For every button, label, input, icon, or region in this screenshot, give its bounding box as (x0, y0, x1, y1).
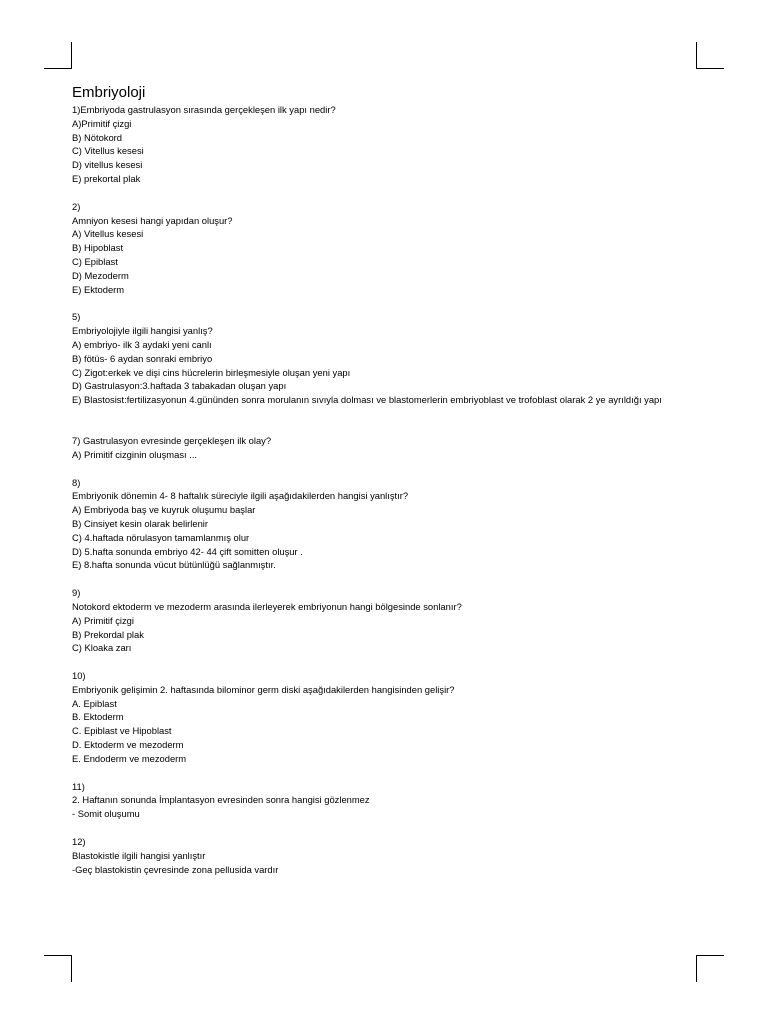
option-line: D) Gastrulasyon:3.haftada 3 tabakadan oluşan yapı (72, 380, 287, 392)
question-block (72, 310, 712, 407)
answer-line: A) Primitif cizginin oluşması ... (72, 448, 198, 460)
question-number: 2) (72, 200, 81, 212)
option-line: B. Ektoderm (72, 711, 124, 723)
option-line: E. Endoderm ve mezoderm (72, 752, 187, 764)
answer-line: - Somit oluşumu (72, 808, 140, 820)
question-block (72, 669, 712, 766)
option-line: C) Epiblast (72, 255, 118, 267)
crop-mark-top-right-h (696, 68, 724, 69)
option-line: B) Nötokord (72, 131, 123, 143)
option-line: C) Vitellus kesesi (72, 145, 144, 157)
crop-mark-top-right-v (696, 42, 697, 69)
question-block (72, 780, 712, 821)
option-line: A) Embriyoda baş ve kuyruk oluşumu başlar (72, 504, 256, 516)
option-line: A. Epiblast (72, 697, 117, 709)
option-line: A) Primitif çizgi (72, 614, 134, 626)
question-block (72, 200, 712, 297)
crop-mark-bottom-right-v (696, 955, 697, 982)
option-line: C) Kloaka zarı (72, 642, 132, 654)
crop-mark-top-left-h (44, 68, 72, 69)
document-body (72, 84, 712, 876)
option-line: D) Mezoderm (72, 269, 129, 281)
question-number: 5) (72, 311, 81, 323)
question-line: Embriyonik gelişimin 2. haftasında bilominor germ diski aşağıdakilerden hangisinden gelişir? (72, 683, 455, 695)
question-line: 2. Haftanın sonunda İmplantasyon evresinden sonra hangisi gözlenmez (72, 794, 370, 806)
option-line: B) Cinsiyet kesin olarak belirlenir (72, 517, 208, 529)
question-line: Embriyonik dönemin 4- 8 haftalık süreciyle ilgili aşağıdakilerden hangisi yanlıştır? (72, 490, 409, 502)
option-line: E) Blastosist:fertilizasyonun 4.gününden sonra morulanın sıvıyla dolması ve blastomerlerin embriyoblast ve trofoblast olarak 2 ye ayrıldığı yapı (72, 394, 662, 406)
option-line: C) Zigot:erkek ve dişi cins hücrelerin birleşmesiyle oluşan yeni yapı (72, 366, 351, 378)
crop-mark-top-left-v (71, 42, 72, 69)
question-line: 7) Gastrulasyon evresinde gerçekleşen ilk olay? (72, 434, 272, 446)
crop-mark-bottom-left-v (71, 955, 72, 982)
document-title: Embriyoloji (72, 84, 146, 101)
option-line: D) vitellus kesesi (72, 159, 143, 171)
answer-line: -Geç blastokistin çevresinde zona pellusida vardır (72, 863, 279, 875)
option-line: C. Epiblast ve Hipoblast (72, 725, 172, 737)
question-block (72, 103, 712, 186)
question-number: 11) (72, 780, 85, 792)
question-block (72, 586, 712, 655)
question-number: 9) (72, 587, 81, 599)
crop-mark-bottom-left-h (44, 955, 72, 956)
question-line: Amniyon kesesi hangi yapıdan oluşur? (72, 214, 233, 226)
option-line: A)Primitif çizgi (72, 117, 132, 129)
question-block (72, 476, 712, 573)
question-block (72, 434, 712, 462)
option-line: D. Ektoderm ve mezoderm (72, 739, 184, 751)
option-line: A) embriyo- ilk 3 aydaki yeni canlı (72, 338, 212, 350)
option-line: A) Vitellus kesesi (72, 228, 144, 240)
question-number: 12) (72, 836, 86, 848)
option-line: B) Hipoblast (72, 242, 124, 254)
question-number: 8) (72, 476, 81, 488)
option-line: D) 5.hafta sonunda embriyo 42- 44 çift somitten oluşur . (72, 545, 303, 557)
question-block (72, 835, 712, 876)
question-number: 10) (72, 670, 86, 682)
option-line: B) fötüs- 6 aydan sonraki embriyo (72, 352, 213, 364)
question-line: Notokord ektoderm ve mezoderm arasında ilerleyerek embriyonun hangi bölgesinde sonlanır? (72, 600, 462, 612)
option-line: C) 4.haftada nörulasyon tamamlanmış olur (72, 531, 250, 543)
question-line: Blastokistle ilgili hangisi yanlıştır (72, 849, 206, 861)
crop-mark-bottom-right-h (696, 955, 724, 956)
option-line: E) prekortal plak (72, 172, 141, 184)
question-line: 1)Embriyoda gastrulasyon sırasında gerçekleşen ilk yapı nedir? (72, 104, 336, 115)
option-line: E) Ektoderm (72, 283, 125, 295)
question-line: Embriyolojiyle ilgili hangisi yanlış? (72, 325, 213, 337)
option-line: B) Prekordal plak (72, 628, 144, 640)
option-line: E) 8.hafta sonunda vücut bütünlüğü sağlanmıştır. (72, 559, 276, 571)
